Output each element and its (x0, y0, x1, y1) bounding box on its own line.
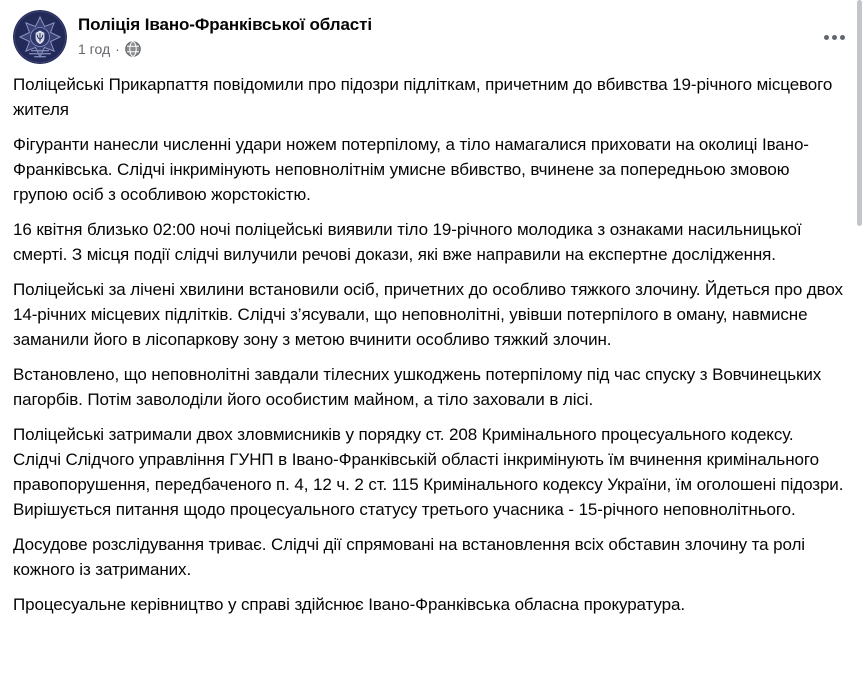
police-badge-icon (13, 10, 67, 64)
post-paragraph: Досудове розслідування триває. Слідчі дії спрямовані на встановлення всіх обставин злочину та ролі кожного із затриманих. (13, 535, 805, 579)
globe-icon (125, 41, 141, 57)
page-name-link[interactable]: Поліція Івано-Франківської області (78, 15, 373, 34)
post-paragraph: Поліцейські Прикарпаття повідомили про підозри підліткам, причетним до вбивства 19-річного місцевого жителя (13, 75, 833, 119)
page-avatar[interactable] (13, 10, 67, 64)
post-paragraph: Встановлено, що неповнолітні завдали тілесних ушкоджень потерпілому під час спуску з Вовчинецьких пагорбів. Потім заволоділи його особистим майном, а тіло заховали в лісі. (13, 365, 822, 409)
post-meta (78, 40, 372, 58)
post-text (0, 72, 864, 617)
ellipsis-icon (824, 35, 829, 40)
post-paragraph: Поліцейські за лічені хвилини встановили осіб, причетних до особливо тяжкого злочину. Йдеться про двох 14-річних місцевих підлітків. Слідчі з’ясували, що неповнолітні, увівши потерпілого в оману, навмисне заманили його в лісопаркову зону з метою вчинити особливо тяжкий злочин. (13, 280, 843, 349)
post-paragraph: 16 квітня близько 02:00 ночі поліцейські виявили тіло 19-річного молодика з ознаками насильницької смерті. З місця події слідчі вилучили речові докази, які вже направили на експертне дослідження. (13, 220, 802, 264)
header-text (78, 10, 372, 58)
scrollbar-thumb[interactable] (857, 0, 862, 226)
meta-separator: · (115, 41, 120, 57)
post-options-button[interactable] (818, 27, 851, 48)
post-paragraph: Поліцейські затримали двох зловмисників у порядку ст. 208 Кримінального процесуального кодексу. Слідчі Слідчого управління ГУНП в Івано-Франківській області інкримінують їм вчинення кримінального правопорушення, передбаченого п. 4, 12 ч. 2 ст. 115 Кримінального кодексу України, їм оголошені підозри. Вирішується питання щодо процесуального статусу третього учасника - 15-річного неповнолітнього. (13, 425, 844, 519)
post-header (0, 0, 864, 64)
post-paragraph: Фігуранти нанесли численні удари ножем потерпілому, а тіло намагалися приховати на околиці Івано-Франківська. Слідчі інкримінують неповнолітнім умисне вбивство, вчинене за попередньою змовою групою осіб з особливою жорстокістю. (13, 135, 809, 204)
post-paragraph: Процесуальне керівництво у справі здійснює Івано-Франківська обласна прокуратура. (13, 595, 685, 614)
post-timestamp[interactable]: 1 год (78, 41, 111, 57)
